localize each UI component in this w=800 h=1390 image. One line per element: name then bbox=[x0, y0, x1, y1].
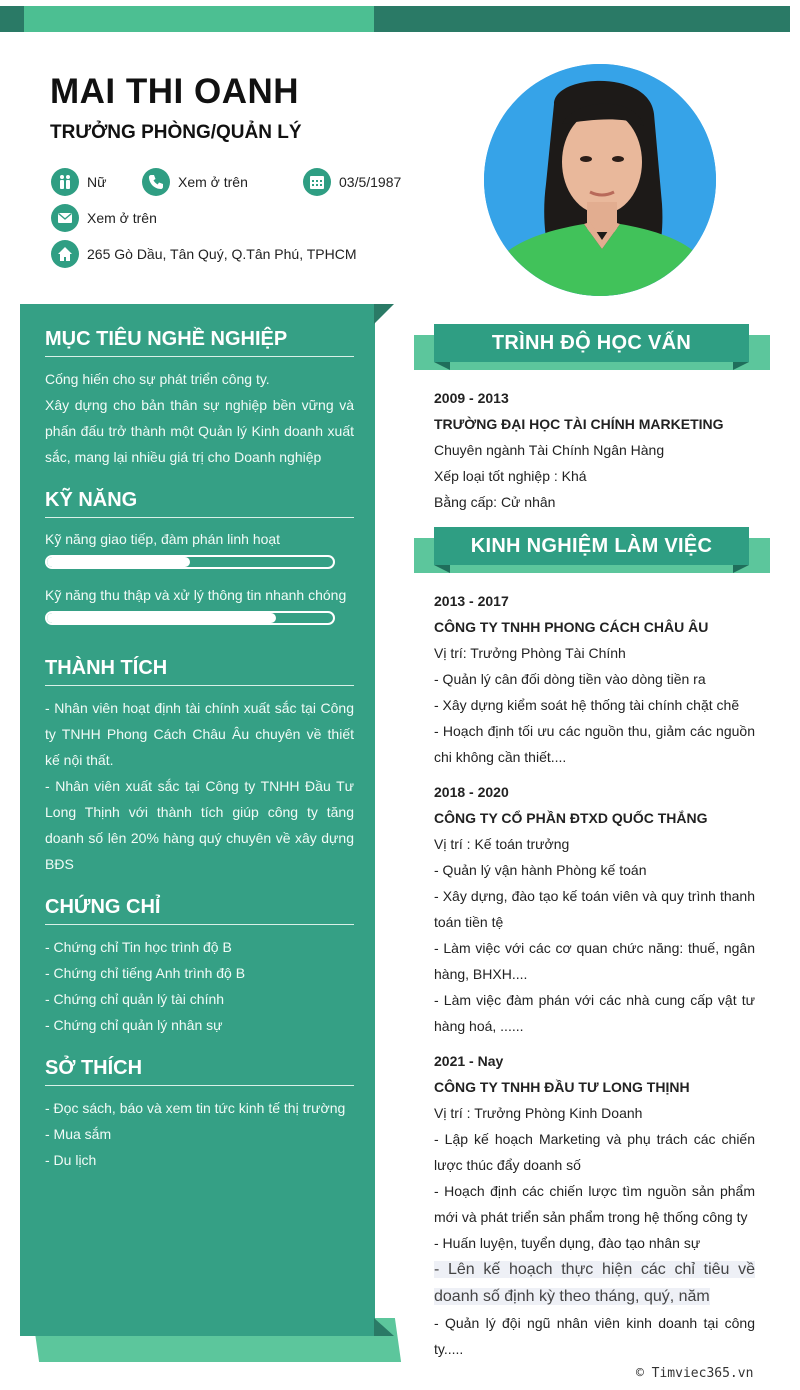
candidate-name: MAI THI OANH bbox=[50, 72, 300, 111]
email-value: Xem ở trên bbox=[87, 210, 157, 226]
skill-bar-fill bbox=[47, 613, 276, 623]
education-line: Bằng cấp: Cử nhân bbox=[434, 494, 556, 510]
job-line: - Quản lý cân đối dòng tiền vào dòng tiền ra bbox=[434, 671, 706, 687]
birthdate-value: 03/5/1987 bbox=[339, 174, 402, 190]
job-line: - Hoạch định tối ưu các nguồn thu, giảm các nguồn chi không cần thiết.... bbox=[434, 723, 755, 765]
left-panel-fold bbox=[374, 1318, 394, 1336]
education-heading: TRÌNH ĐỘ HỌC VẤN bbox=[434, 324, 749, 362]
objective-heading: MỤC TIÊU NGHỀ NGHIỆP bbox=[45, 328, 354, 357]
job-line: - Quản lý đội ngũ nhân viên kinh doanh tại công ty..... bbox=[434, 1315, 755, 1357]
job-line: - Làm việc với các cơ quan chức năng: thuế, ngân hàng, BHXH.... bbox=[434, 940, 755, 982]
skill-bar bbox=[45, 555, 335, 569]
certificate-line: - Chứng chỉ quản lý nhân sự bbox=[45, 1017, 223, 1033]
education-period: 2009 - 2013 bbox=[434, 390, 509, 406]
certificate-line: - Chứng chỉ tiếng Anh trình độ B bbox=[45, 965, 246, 981]
achievement-line: - Nhân viên xuất sắc tại Công ty TNHH Đầu Tư Long Thịnh với thành tích giúp công ty tăng doanh số lên 20% hàng quý chuyên về xây dựng BĐS bbox=[45, 778, 354, 872]
address-value: 265 Gò Dầu, Tân Quý, Q.Tân Phú, TPHCM bbox=[87, 246, 357, 262]
gender-icon bbox=[51, 168, 79, 196]
certificate-line: - Chứng chỉ quản lý tài chính bbox=[45, 991, 225, 1007]
phone-info bbox=[142, 168, 248, 196]
gender-value: Nữ bbox=[87, 174, 107, 190]
job-line: - Hoạch định các chiến lược tìm nguồn sản phẩm mới và phát triển sản phẩm trong hệ thống công ty bbox=[434, 1183, 755, 1225]
education-line: Chuyên ngành Tài Chính Ngân Hàng bbox=[434, 442, 665, 458]
job-line: - Quản lý vận hành Phòng kế toán bbox=[434, 862, 647, 878]
phone-icon bbox=[142, 168, 170, 196]
certificate-line: - Chứng chỉ Tin học trình độ B bbox=[45, 939, 232, 955]
objective-line: Cống hiến cho sự phát triển công ty. bbox=[45, 371, 270, 387]
left-panel-fold bbox=[374, 304, 394, 324]
job-company: CÔNG TY TNHH ĐẦU TƯ LONG THỊNH bbox=[434, 1079, 690, 1095]
footer-credit: © Timviec365.vn bbox=[636, 1366, 754, 1381]
skill-bar bbox=[45, 611, 335, 625]
hobby-line: - Mua sắm bbox=[45, 1126, 112, 1142]
hobby-line: - Du lịch bbox=[45, 1152, 97, 1168]
gender-info bbox=[51, 168, 106, 196]
job-line-highlighted bbox=[434, 1256, 755, 1310]
skill-label: Kỹ năng giao tiếp, đàm phán linh hoạt bbox=[45, 531, 281, 547]
hobbies-heading: SỞ THÍCH bbox=[45, 1057, 354, 1086]
job-line: Vị trí : Kế toán trưởng bbox=[434, 836, 570, 852]
hobby-line: - Đọc sách, báo và xem tin tức kinh tế thị trường bbox=[45, 1100, 346, 1116]
certificates-heading: CHỨNG CHỈ bbox=[45, 896, 354, 925]
job-period: 2021 - Nay bbox=[434, 1053, 504, 1069]
profile-photo bbox=[484, 64, 716, 296]
job-line: - Huấn luyện, tuyển dụng, đào tạo nhân sự bbox=[434, 1235, 701, 1251]
job-line: - Làm việc đàm phán với các nhà cung cấp vật tư hàng hoá, ...... bbox=[434, 992, 755, 1034]
skills-heading: KỸ NĂNG bbox=[45, 489, 354, 518]
job-entry bbox=[434, 1048, 755, 1362]
address-info bbox=[51, 240, 357, 268]
achievements-heading: THÀNH TÍCH bbox=[45, 657, 354, 686]
job-company: CÔNG TY TNHH PHONG CÁCH CHÂU ÂU bbox=[434, 619, 709, 635]
email-icon bbox=[51, 204, 79, 232]
home-icon bbox=[51, 240, 79, 268]
job-entry bbox=[434, 779, 755, 1039]
skill-label: Kỹ năng thu thập và xử lý thông tin nhanh chóng bbox=[45, 587, 347, 603]
school-name: TRƯỜNG ĐẠI HỌC TÀI CHÍNH MARKETING bbox=[434, 416, 724, 432]
achievement-line: - Nhân viên hoạt định tài chính xuất sắc tại Công ty TNHH Phong Cách Châu Âu chuyên về thiết kế nội thất. bbox=[45, 700, 354, 768]
experience-heading: KINH NGHIỆM LÀM VIỆC bbox=[434, 527, 749, 565]
skill-bar-fill bbox=[47, 557, 190, 567]
education-entry bbox=[434, 385, 755, 515]
job-period: 2018 - 2020 bbox=[434, 784, 509, 800]
calendar-icon bbox=[303, 168, 331, 196]
job-line: - Lập kế hoạch Marketing và phụ trách các chiến lược thúc đẩy doanh số bbox=[434, 1131, 755, 1173]
job-line: - Xây dựng kiểm soát hệ thống tài chính chặt chẽ bbox=[434, 697, 740, 713]
job-line: Vị trí: Trưởng Phòng Tài Chính bbox=[434, 645, 626, 661]
job-entry bbox=[434, 588, 755, 770]
job-company: CÔNG TY CỔ PHẦN ĐTXD QUỐC THẮNG bbox=[434, 810, 708, 826]
phone-value: Xem ở trên bbox=[178, 174, 248, 190]
experience-ribbon bbox=[414, 527, 770, 577]
education-ribbon bbox=[414, 324, 770, 374]
left-panel bbox=[20, 304, 375, 1336]
candidate-title: TRƯỞNG PHÒNG/QUẢN LÝ bbox=[50, 122, 302, 143]
education-line: Xếp loại tốt nghiệp : Khá bbox=[434, 468, 587, 484]
job-line: Vị trí : Trưởng Phòng Kinh Doanh bbox=[434, 1105, 643, 1121]
top-bar-accent bbox=[24, 6, 374, 32]
highlighted-text: - Lên kế hoạch thực hiện các chỉ tiêu về doanh số định kỳ theo tháng, quý, năm bbox=[434, 1261, 755, 1305]
objective-line: Xây dựng cho bản thân sự nghiệp bền vững và phấn đấu trở thành một Quản lý Kinh doanh xuất sắc, mang lại nhiều giá trị cho Doanh nghiệp bbox=[45, 397, 354, 465]
job-period: 2013 - 2017 bbox=[434, 593, 509, 609]
birthdate-info bbox=[303, 168, 401, 196]
job-line: - Xây dựng, đào tạo kế toán viên và quy trình thanh toán tiền tệ bbox=[434, 888, 755, 930]
email-info bbox=[51, 204, 157, 232]
